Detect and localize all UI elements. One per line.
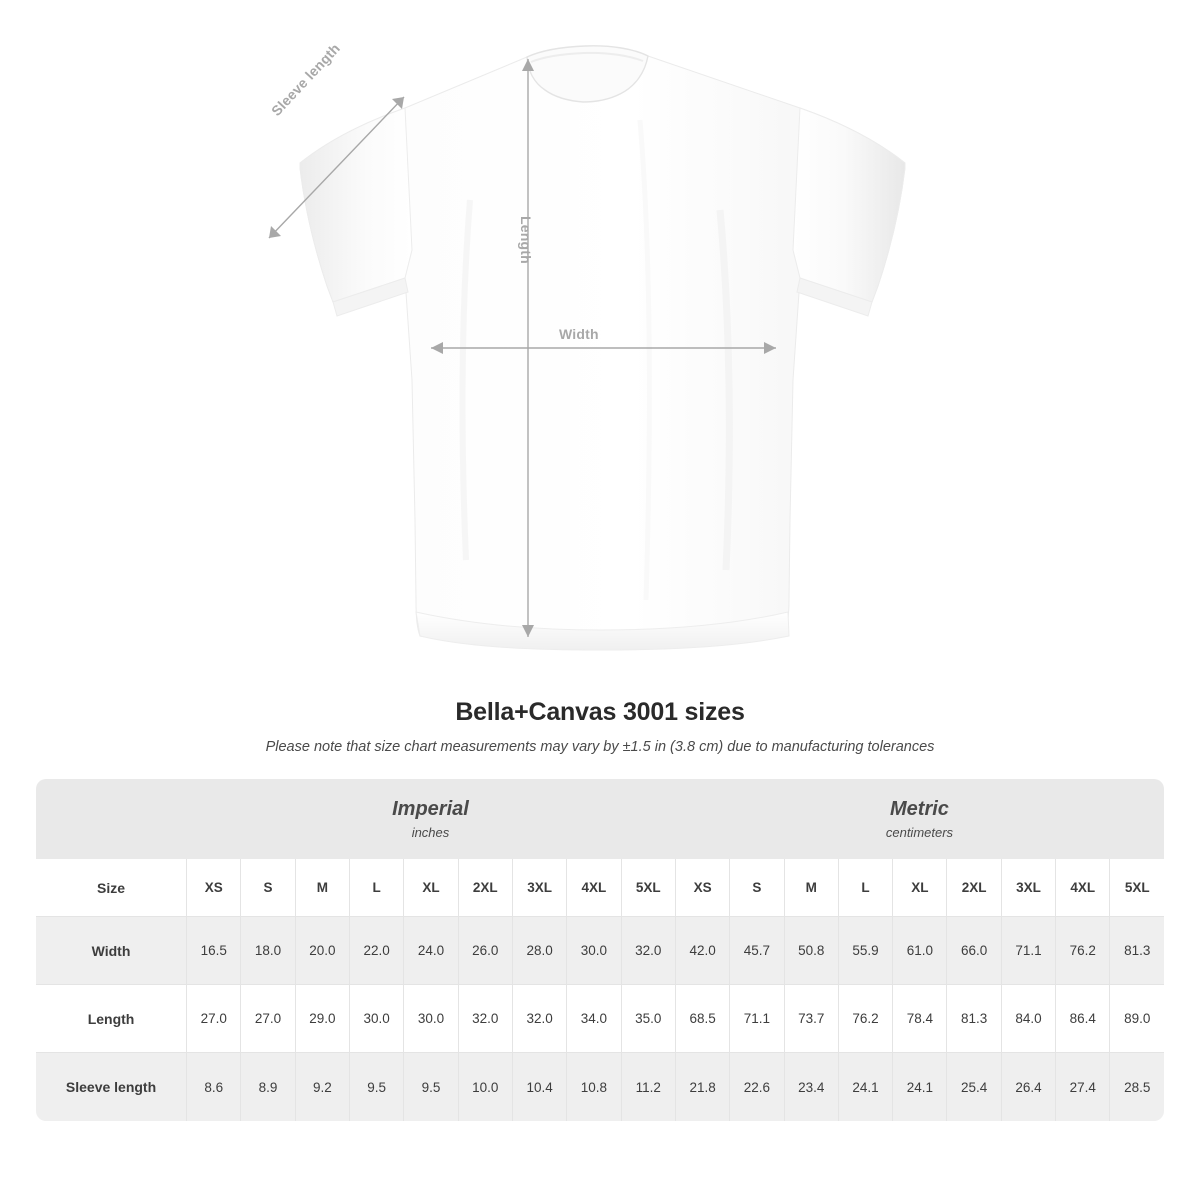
tolerance-note: Please note that size chart measurements may vary by ±1.5 in (3.8 cm) due to manufacturing tolerances [265, 739, 935, 755]
cell-sleeve-met-1: 22.6 [729, 1053, 783, 1121]
cell-width-imp-8: 32.0 [621, 917, 675, 985]
size-col-10: S [729, 859, 783, 917]
cell-sleeve-imp-8: 11.2 [621, 1053, 675, 1121]
cell-sleeve-imp-1: 8.9 [240, 1053, 294, 1121]
cell-width-met-5: 66.0 [946, 917, 1000, 985]
cell-sleeve-met-5: 25.4 [946, 1053, 1000, 1121]
cell-width-imp-4: 24.0 [403, 917, 457, 985]
cell-sleeve-met-2: 23.4 [784, 1053, 838, 1121]
imperial-band [186, 779, 675, 859]
table-row [36, 1053, 1164, 1121]
size-col-1: S [240, 859, 294, 917]
cell-sleeve-met-7: 27.4 [1055, 1053, 1109, 1121]
title-block [0, 698, 1200, 755]
table-row [36, 917, 1164, 985]
size-col-13: XL [892, 859, 946, 917]
size-col-6: 3XL [512, 859, 566, 917]
size-header-row [36, 859, 1164, 917]
metric-label: Metric [890, 798, 949, 820]
cell-length-met-4: 78.4 [892, 985, 946, 1053]
cell-width-met-6: 71.1 [1001, 917, 1055, 985]
cell-width-met-3: 55.9 [838, 917, 892, 985]
cell-length-met-0: 68.5 [675, 985, 729, 1053]
cell-sleeve-imp-3: 9.5 [349, 1053, 403, 1121]
cell-length-imp-7: 34.0 [566, 985, 620, 1053]
cell-width-met-1: 45.7 [729, 917, 783, 985]
cell-sleeve-imp-7: 10.8 [566, 1053, 620, 1121]
cell-width-imp-2: 20.0 [295, 917, 349, 985]
cell-length-imp-0: 27.0 [186, 985, 240, 1053]
size-header-label: Size [36, 859, 186, 917]
cell-width-imp-6: 28.0 [512, 917, 566, 985]
size-chart-table [36, 779, 1164, 1121]
cell-length-imp-1: 27.0 [240, 985, 294, 1053]
cell-length-met-5: 81.3 [946, 985, 1000, 1053]
cell-sleeve-imp-6: 10.4 [512, 1053, 566, 1121]
size-col-11: M [784, 859, 838, 917]
cell-length-imp-5: 32.0 [458, 985, 512, 1053]
cell-sleeve-imp-0: 8.6 [186, 1053, 240, 1121]
cell-length-met-2: 73.7 [784, 985, 838, 1053]
row-label-length: Length [36, 985, 186, 1053]
cell-width-imp-3: 22.0 [349, 917, 403, 985]
cell-width-met-2: 50.8 [784, 917, 838, 985]
size-col-2: M [295, 859, 349, 917]
system-band-row [36, 779, 1164, 859]
cell-length-imp-6: 32.0 [512, 985, 566, 1053]
sleeve-length-guide-label: Sleeve length [268, 40, 344, 119]
cell-sleeve-imp-2: 9.2 [295, 1053, 349, 1121]
cell-length-met-7: 86.4 [1055, 985, 1109, 1053]
cell-sleeve-met-6: 26.4 [1001, 1053, 1055, 1121]
size-col-7: 4XL [566, 859, 620, 917]
band-spacer [36, 779, 186, 859]
cell-width-met-4: 61.0 [892, 917, 946, 985]
cell-sleeve-met-0: 21.8 [675, 1053, 729, 1121]
metric-band [675, 779, 1164, 859]
row-label-width: Width [36, 917, 186, 985]
metric-unit: centimeters [885, 825, 954, 840]
size-col-0: XS [186, 859, 240, 917]
cell-width-imp-1: 18.0 [240, 917, 294, 985]
size-col-16: 4XL [1055, 859, 1109, 917]
page-title: Bella+Canvas 3001 sizes [455, 698, 745, 726]
cell-length-imp-2: 29.0 [295, 985, 349, 1053]
cell-length-met-8: 89.0 [1109, 985, 1164, 1053]
size-col-14: 2XL [946, 859, 1000, 917]
imperial-label: Imperial [392, 798, 469, 820]
size-col-3: L [349, 859, 403, 917]
table-row [36, 985, 1164, 1053]
cell-sleeve-met-8: 28.5 [1109, 1053, 1164, 1121]
cell-length-met-1: 71.1 [729, 985, 783, 1053]
cell-width-imp-7: 30.0 [566, 917, 620, 985]
size-col-15: 3XL [1001, 859, 1055, 917]
cell-sleeve-met-3: 24.1 [838, 1053, 892, 1121]
cell-width-met-8: 81.3 [1109, 917, 1164, 985]
cell-sleeve-imp-5: 10.0 [458, 1053, 512, 1121]
size-col-8: 5XL [621, 859, 675, 917]
cell-length-imp-3: 30.0 [349, 985, 403, 1053]
size-col-5: 2XL [458, 859, 512, 917]
cell-width-imp-0: 16.5 [186, 917, 240, 985]
length-guide-label: Length [518, 216, 534, 264]
imperial-unit: inches [411, 825, 450, 840]
cell-sleeve-met-4: 24.1 [892, 1053, 946, 1121]
size-col-9: XS [675, 859, 729, 917]
cell-length-imp-8: 35.0 [621, 985, 675, 1053]
cell-width-met-0: 42.0 [675, 917, 729, 985]
cell-width-met-7: 76.2 [1055, 917, 1109, 985]
size-chart-table-wrap [36, 779, 1164, 1121]
size-col-17: 5XL [1109, 859, 1164, 917]
cell-sleeve-imp-4: 9.5 [403, 1053, 457, 1121]
cell-width-imp-5: 26.0 [458, 917, 512, 985]
width-guide-label: Width [559, 326, 599, 342]
cell-length-imp-4: 30.0 [403, 985, 457, 1053]
cell-length-met-6: 84.0 [1001, 985, 1055, 1053]
size-col-12: L [838, 859, 892, 917]
cell-length-met-3: 76.2 [838, 985, 892, 1053]
size-col-4: XL [403, 859, 457, 917]
row-label-sleeve-length: Sleeve length [65, 1079, 157, 1095]
